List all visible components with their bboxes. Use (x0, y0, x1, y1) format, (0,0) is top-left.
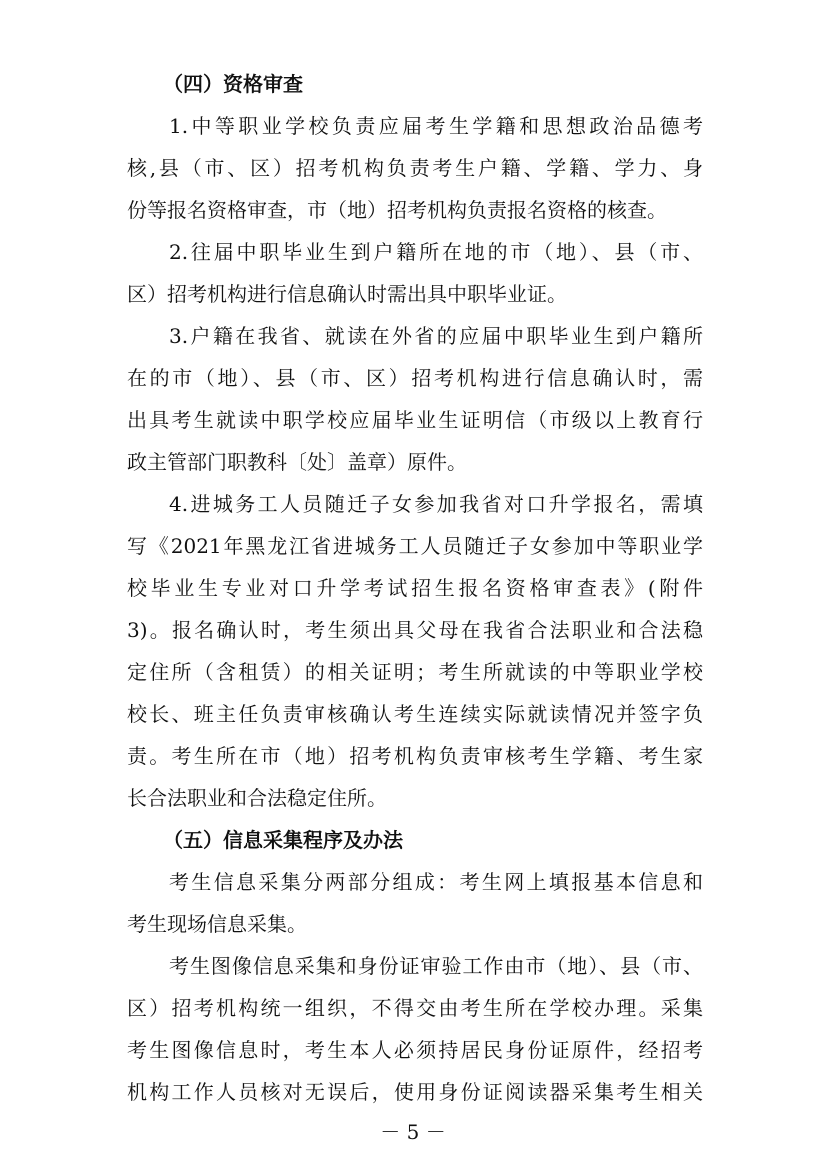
section-4-p4-line-5: 定住所（含租赁）的相关证明；考生所就读的中等职业学校 (127, 660, 703, 684)
section-5-heading: （五）信息采集程序及办法 (163, 828, 403, 852)
section-4-p4-line-7: 责。考生所在市（地）招考机构负责审核考生学籍、考生家 (127, 744, 703, 768)
section-5-p2-line-4: 机构工作人员核对无误后，使用身份证阅读器采集考生相关 (127, 1080, 703, 1104)
section-4-p2-line-2: 区）招考机构进行信息确认时需出具中职毕业证。 (127, 282, 567, 306)
section-4-p4-line-6: 校长、班主任负责审核确认考生连续实际就读情况并签字负 (127, 702, 703, 726)
section-4-p3-line-4: 政主管部门职教科〔处〕盖章）原件。 (127, 450, 467, 474)
section-5-p2-line-3: 考生图像信息时，考生本人必须持居民身份证原件，经招考 (127, 1038, 703, 1062)
section-4-p4-line-8: 长合法职业和合法稳定住所。 (127, 786, 387, 810)
section-5-p1-line-2: 考生现场信息采集。 (127, 912, 307, 936)
section-4-heading: （四）资格审查 (163, 72, 303, 96)
section-4-p1-line-1: 1.中等职业学校负责应届考生学籍和思想政治品德考 (169, 114, 703, 138)
section-4-p4-line-4: 3)。报名确认时，考生须出具父母在我省合法职业和合法稳 (127, 618, 703, 642)
section-5-p2-line-1: 考生图像信息采集和身份证审验工作由市（地）、县（市、 (169, 954, 703, 978)
section-5-p2-line-2: 区）招考机构统一组织，不得交由考生所在学校办理。采集 (127, 996, 703, 1020)
section-4-p4-line-1: 4.进城务工人员随迁子女参加我省对口升学报名，需填 (169, 492, 703, 516)
section-4-p2-line-1: 2.往届中职毕业生到户籍所在地的市（地）、县（市、 (169, 240, 703, 264)
section-4-p4-line-3: 校毕业生专业对口升学考试招生报名资格审查表》(附件 (127, 576, 703, 600)
page-number: － 5 － (380, 1120, 446, 1144)
section-5-p1-line-1: 考生信息采集分两部分组成：考生网上填报基本信息和 (169, 870, 703, 894)
section-4-p3-line-1: 3.户籍在我省、就读在外省的应届中职毕业生到户籍所 (169, 324, 703, 348)
section-4-p3-line-2: 在的市（地）、县（市、区）招考机构进行信息确认时，需 (127, 366, 703, 390)
section-4-p1-line-2: 核,县（市、区）招考机构负责考生户籍、学籍、学力、身 (127, 156, 703, 180)
section-4-p1-line-3: 份等报名资格审查，市（地）招考机构负责报名资格的核查。 (127, 198, 667, 222)
section-4-p4-line-2: 写《2021年黑龙江省进城务工人员随迁子女参加中等职业学 (127, 534, 703, 558)
section-4-p3-line-3: 出具考生就读中职学校应届毕业生证明信（市级以上教育行 (127, 408, 703, 432)
